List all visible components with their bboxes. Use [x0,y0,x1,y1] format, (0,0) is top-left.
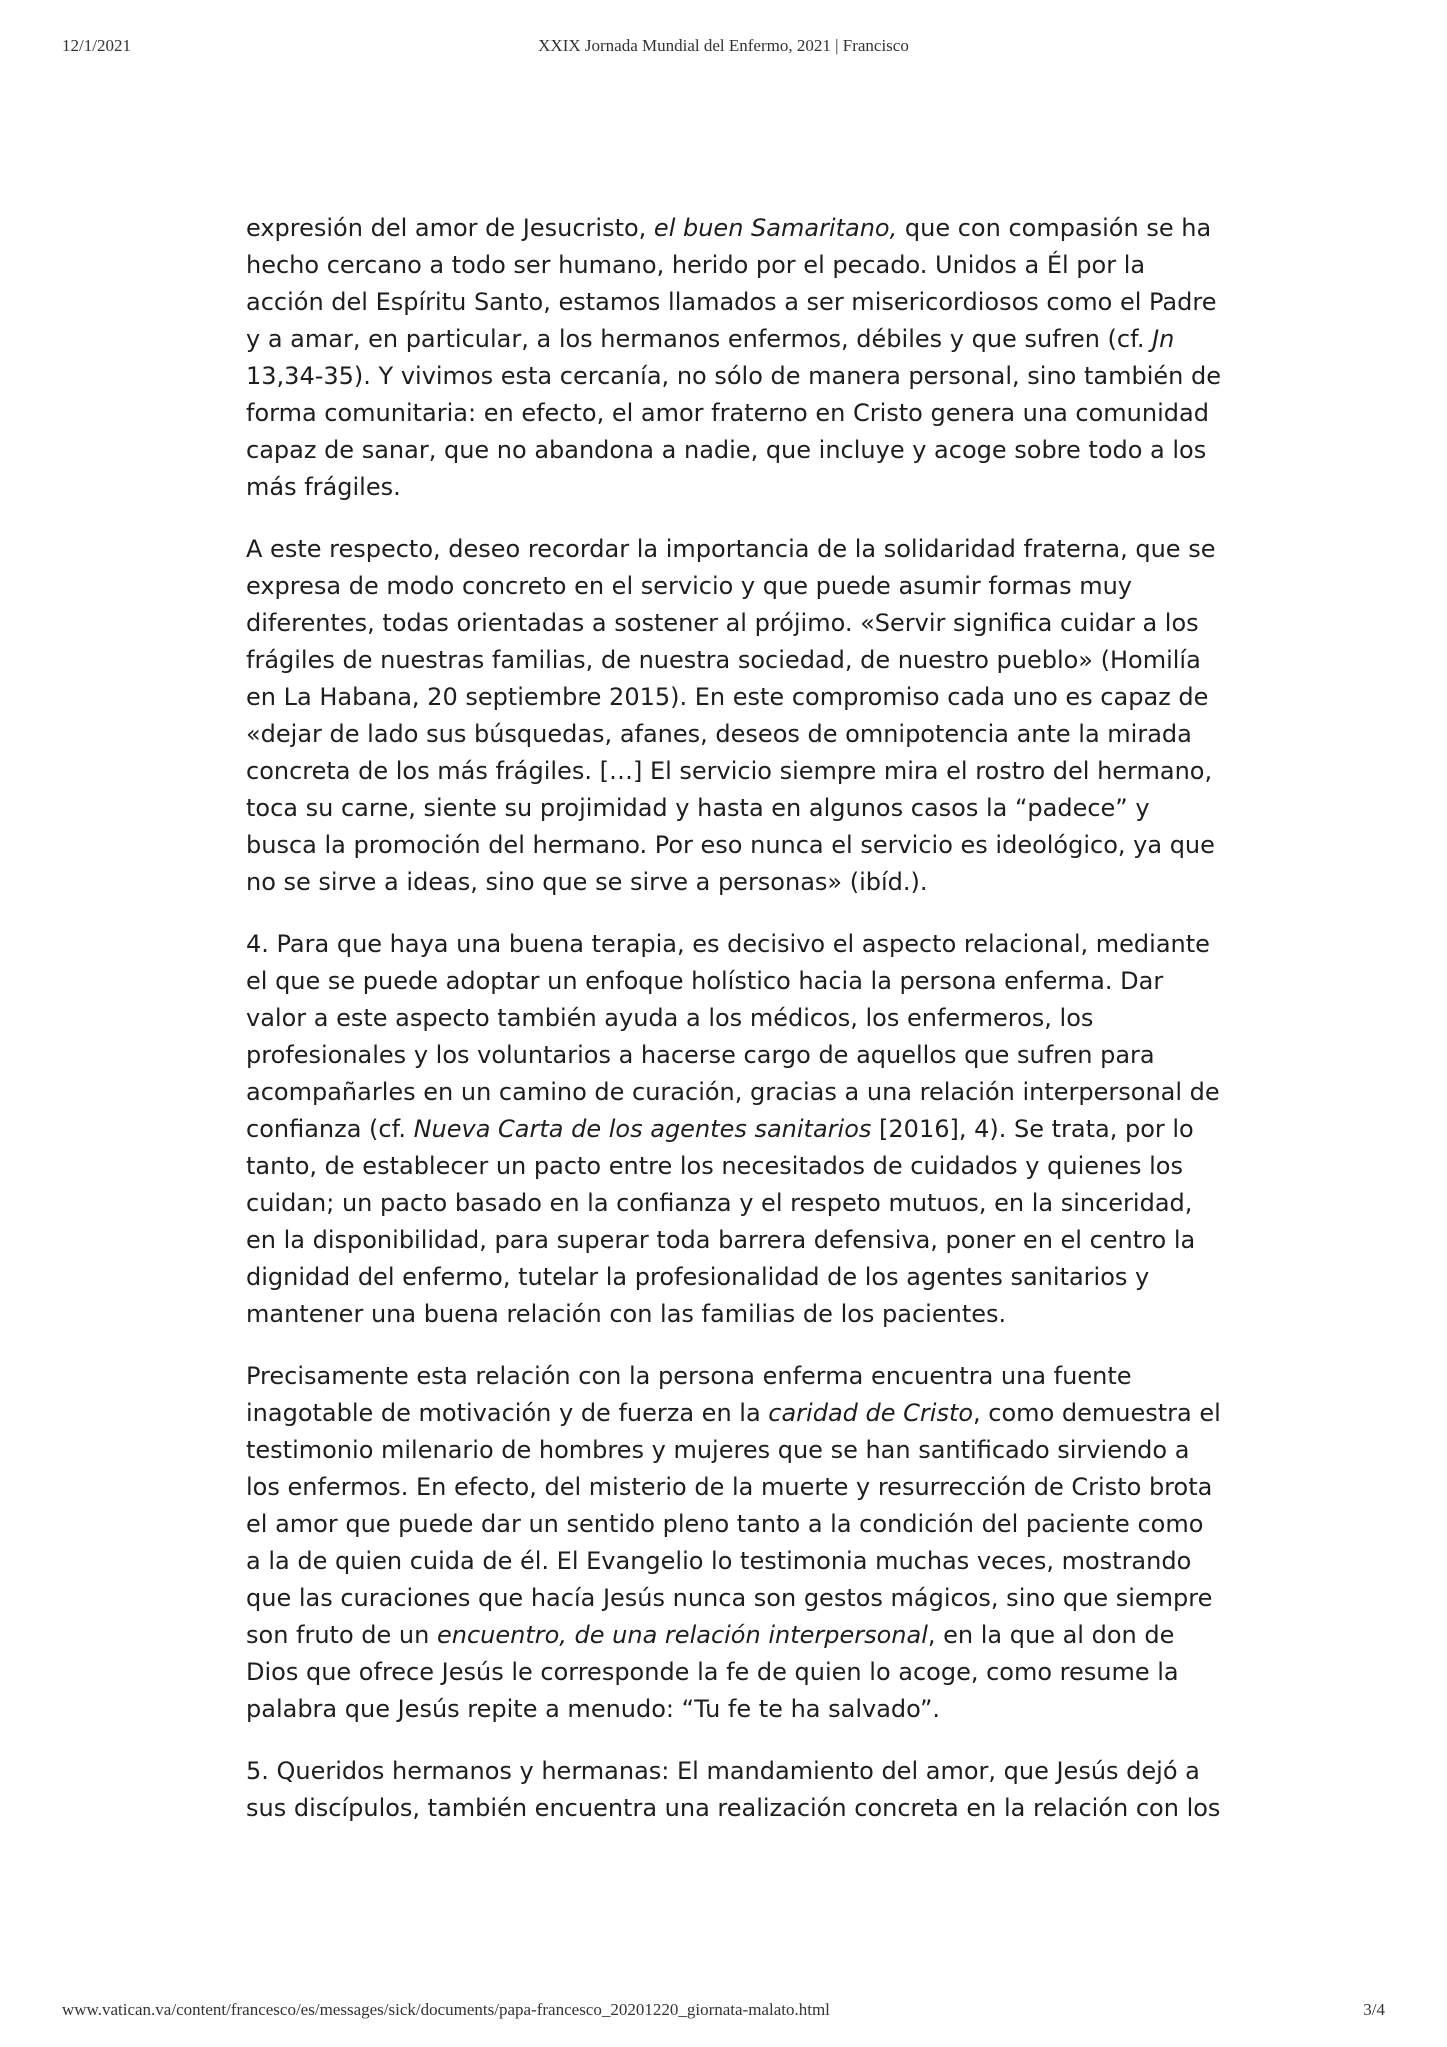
paragraph-4-italic-encuentro: encuentro, de una relación interpersonal [436,1621,928,1649]
paragraph-1-italic-samaritano: el buen Samaritano, [653,214,898,242]
paragraph-3-italic-nueva-carta: Nueva Carta de los agentes sanitarios [413,1115,872,1143]
print-footer [62,2000,1385,2024]
paragraph-4-text-e: , en la que al don de Dios que ofrece Jesús le corresponde la fe de quien lo acoge, como resume la palabra que Jesús repite a menudo: “Tu fe te ha salvado”. [246,1621,1179,1723]
print-date: 12/1/2021 [62,36,131,55]
page-number: 3/4 [1363,2000,1385,2019]
page-url: www.vatican.va/content/francesco/es/messages/sick/documents/papa-francesco_20201220_giornata-malato.html [62,2000,830,2019]
document-title: XXIX Jornada Mundial del Enfermo, 2021 | Francisco [538,36,909,55]
paragraph-5: 5. Queridos hermanos y hermanas: El mandamiento del amor, que Jesús dejó a sus discípulos, también encuentra una realización concreta en la relación con los [246,1757,1221,1822]
paragraph-1-text-e: 13,34-35). Y vivimos esta cercanía, no sólo de manera personal, sino también de forma comunitaria: en efecto, el amor fraterno en Cristo genera una comunidad capaz de sanar, que no abandona a nadie, que incluye y acoge sobre todo a los más frágiles. [246,362,1221,501]
paragraph-3-text-c: [2016], 4). Se trata, por lo tanto, de establecer un pacto entre los necesitados de cuidados y quienes los cuidan; un pacto basado en la confianza y el respeto mutuos, en la sinceridad, en la disponibilidad, para superar toda barrera defensiva, poner en el centro la dignidad del enfermo, tutelar la profesionalidad de los agentes sanitarios y mantener una buena relación con las familias de los pacientes. [246,1115,1196,1328]
paragraph-3 [246,926,1221,1333]
paragraph-4-text-a: Precisamente esta relación con la persona enferma encuentra una fuente inagotable de motivación y de fuerza en la [246,1362,1132,1427]
paragraph-4-italic-caridad: caridad de Cristo [768,1399,974,1427]
paragraph-1-italic-jn: Jn [1152,325,1175,353]
paragraph-4 [246,1358,1221,1728]
paragraph-3-text-a: 4. Para que haya una buena terapia, es decisivo el aspecto relacional, mediante el que se puede adoptar un enfoque holístico hacia la persona enferma. Dar valor a este aspecto también ayuda a los médicos, los enfermeros, los profesionales y los voluntarios a hacerse cargo de aquellos que sufren para acompañarles en un camino de curación, gracias a una relación interpersonal de confianza (cf. [246,930,1220,1143]
document-body [246,210,1221,1852]
paragraph-1 [246,210,1221,506]
paragraph-4-text-c: , como demuestra el testimonio milenario de hombres y mujeres que se han santificado sirviendo a los enfermos. En efecto, del misterio de la muerte y resurrección de Cristo brota el amor que puede dar un sentido pleno tanto a la condición del paciente como a la de quien cuida de él. El Evangelio lo testimonia muchas veces, mostrando que las curaciones que hacía Jesús nunca son gestos mágicos, sino que siempre son fruto de un [246,1399,1221,1649]
paragraph-2: A este respecto, deseo recordar la importancia de la solidaridad fraterna, que se expresa de modo concreto en el servicio y que puede asumir formas muy diferentes, todas orientadas a sostener al prójimo. «Servir significa cuidar a los frágiles de nuestras familias, de nuestra sociedad, de nuestro pueblo» (Homilía en La Habana, 20 septiembre 2015). En este compromiso cada uno es capaz de «dejar de lado sus búsquedas, afanes, deseos de omnipotencia ante la mirada concreta de los más frágiles. […] El servicio siempre mira el rostro del hermano, toca su carne, siente su projimidad y hasta en algunos casos la “padece” y busca la promoción del hermano. Por eso nunca el servicio es ideológico, ya que no se sirve a ideas, sino que se sirve a personas» (ibíd.). [246,535,1216,896]
paragraph-1-text-c: que con compasión se ha hecho cercano a todo ser humano, herido por el pecado. Unidos a Él por la acción del Espíritu Santo, estamos llamados a ser misericordiosos como el Padre y a amar, en particular, a los hermanos enfermos, débiles y que sufren (cf. [246,214,1217,353]
paragraph-1-text-a: expresión del amor de Jesucristo, [246,214,654,242]
print-header [62,36,1385,60]
